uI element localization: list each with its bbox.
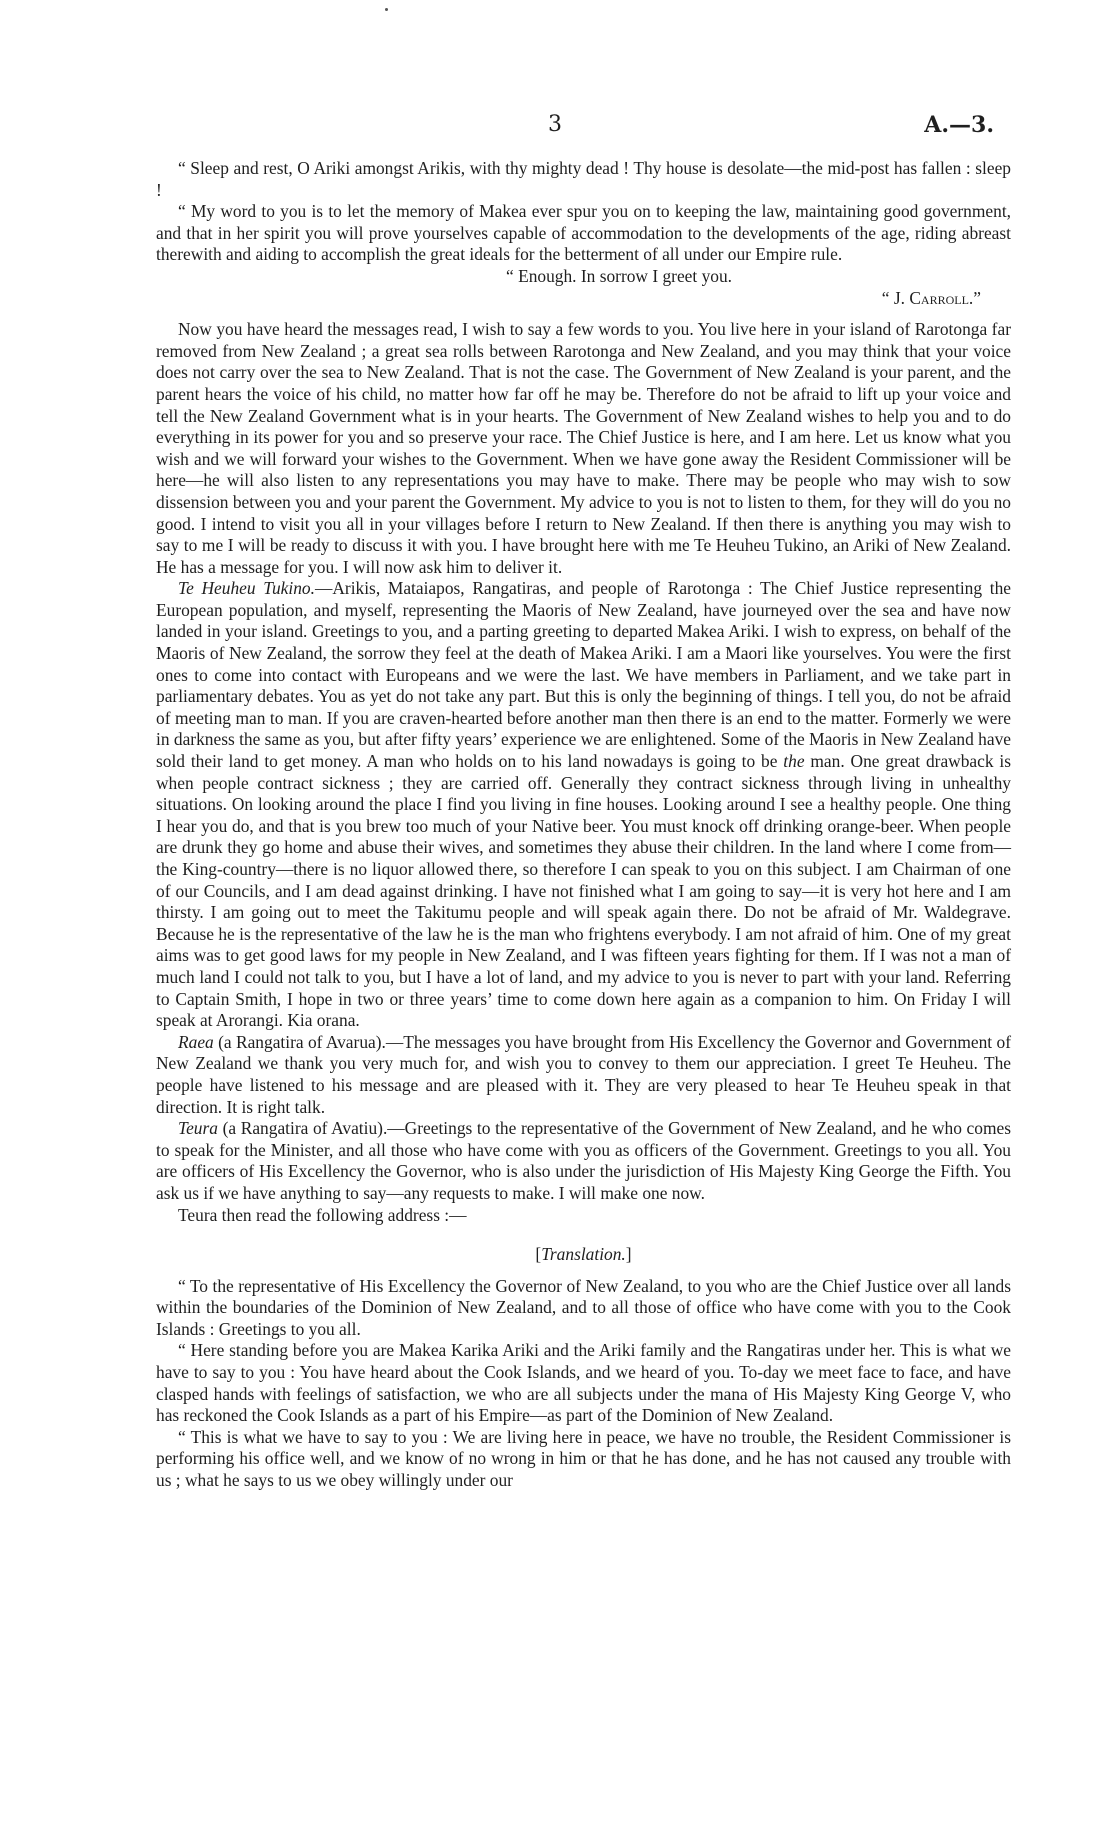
paragraph-salutation: “ To the representative of His Excellency the Governor of New Zealand, to you who are the Chief Justice over all lands within the boundaries of the Dominion of New Zealand, and to all those of office who have come with you to the Cook Islands : Greetings to you all. — [156, 1275, 1011, 1339]
speech-text: —Arikis, Mataiapos, Rangatiras, and people of Rarotonga : The Chief Justice representing the European population, and myself, representing the Maoris of New Zealand, have journeyed over the sea and have now landed in your island. Greetings to you, and a parting greeting to departed Makea Ariki. I wish to express, on behalf of the Maoris of New Zealand, the sorrow they feel at the death of Makea Ariki. I am a Maori like yourselves. You were the first ones to come into contact with Europeans and we were the last. We have members in Parliament, and we take part in parliamentary debates. You as yet do not take any part. But this is only the beginning of things. I tell you, do not be afraid of meeting man to man. If you are craven-hearted before another man then there is an end to the matter. Formerly we were in darkness the same as you, but after fifty years’ experience we are enlightened. Some of the Maoris in New Zealand have sold their land to get money. A man who holds on to his land nowadays is going to be — [156, 578, 1011, 772]
page-number: 3 — [548, 112, 562, 137]
speaker-name: Teura — [178, 1118, 218, 1139]
emphasis: the — [783, 751, 805, 772]
signature: “ J. Carroll.” — [881, 287, 981, 308]
document-reference: A.—3. — [924, 112, 994, 138]
paragraph-teura — [156, 1118, 1011, 1204]
speech-text: man. One great drawback is when people contract sickness ; they are carried off. Generally they contract sickness through living in unhealthy situations. On looking around the place I find you living in fine houses. Looking around I see a healthy people. One thing I hear you do, and that is you brew too much of your Native beer. You must knock off drinking orange-beer. When people are drunk they go home and abuse their wives, and sometimes they abuse their children. In the land where I come from—the King-country—there is no liquor allowed there, so therefore I can speak to you on this subject. I am Chairman of one of our Councils, and I am dead against drinking. I have not finished what I am going to say—it is very hot here and I am thirsty. I am going out to meet the Takitumu people and will speak again there. Do not be afraid of Mr. Waldegrave. Because he is the representative of the law he is the man who frightens everybody. I am not afraid of him. One of my great aims was to get good laws for my people in New Zealand, and I was fifteen years fighting for them. If I was not a man of much land I could not talk to you, but I have a lot of land, and my advice to you is never to part with your land. Referring to Captain Smith, I hope in two or three years’ time to come down here again as a companion to him. On Friday I will speak at Arorangi. Kia orana. — [156, 751, 1012, 1031]
paragraph-read-address: Teura then read the following address :— — [178, 1204, 467, 1225]
document-body — [156, 158, 1011, 1492]
speech-text: (a Rangatira of Avatiu).—Greetings to the representative of the Government of New Zealand, and he who comes to speak for the Minister, and all those who have come with you as officers of the Government. Greetings to you all. You are officers of His Excellency the Governor, who is also under the jurisdiction of His Majesty King George the Fifth. You ask us if we have anything to say—any requests to make. I will make one now. — [156, 1118, 1011, 1203]
paragraph-standing: “ Here standing before you are Makea Karika Ariki and the Ariki family and the Rangatiras under her. This is what we have to say to you : You have heard about the Cook Islands, and we heard of you. To-day we meet face to face, and have clasped hands with feelings of satisfaction, we who are all subjects under the mana of His Majesty King George V, who has reckoned the Cook Islands as a part of his Empire—as part of the Dominion of New Zealand. — [156, 1340, 1011, 1426]
paragraph-peace: “ This is what we have to say to you : We are living here in peace, we have no trouble, the Resident Commissioner is performing his office well, and we know of no wrong in him or that he has done, and he has not caused any trouble with us ; what he says to us we obey willingly under our — [156, 1426, 1011, 1491]
page-header — [0, 112, 1114, 142]
paragraph-te-heuheu — [156, 578, 1011, 1031]
speaker-name: Te Heuheu Tukino. — [178, 578, 315, 599]
speech-text: (a Rangatira of Avarua).—The messages you have brought from His Excellency the Governor and Government of New Zealand we thank you very much for, and wish you to convey to them our appreciation. I greet Te Heuheu. The people have listened to his message and are pleased with it. They are very pleased to hear Te Heuheu speak in that direction. It is right talk. — [156, 1031, 1011, 1117]
paragraph-address: Now you have heard the messages read, I wish to say a few words to you. You live here in your island of Rarotonga far removed from New Zealand ; a great sea rolls between Rarotonga and New Zealand, and you may think that your voice does not carry over the sea to New Zealand. That is not the case. The Government of New Zealand is your parent, and the parent hears the voice of his child, no matter how far off he may be. Therefore do not be afraid to lift up your voice and tell the New Zealand Government what is in your hearts. The Government of New Zealand wishes to help you and to do everything in its power for you and so preserve your race. The Chief Justice is here, and I am here. Let us know what you wish and we will forward your wishes to the Government. When we have gone away the Resident Commissioner will be here—he will also listen to any representations you may have to make. There may be people who may wish to sow dissension between you and your parent the Government. My advice to you is not to listen to them, for they will do you no good. I intend to visit you all in your villages before I return to New Zealand. If then there is anything you may wish to say to me I will be ready to discuss it with you. I have brought here with me Te Heuheu Tukino, an Ariki of New Zealand. He has a message for you. I will now ask him to deliver it. — [156, 319, 1011, 577]
paragraph-lament: “ Sleep and rest, O Ariki amongst Arikis, with thy mighty dead ! Thy house is desolate—the mid-post has fallen : sleep ! — [156, 158, 1011, 200]
speaker-name: Raea — [178, 1031, 214, 1052]
paragraph-raea — [156, 1032, 1011, 1118]
translation-heading: [Translation.] — [535, 1244, 632, 1265]
print-mark — [385, 8, 388, 11]
closing-greeting: “ Enough. In sorrow I greet you. — [506, 265, 733, 286]
translation-label: Translation. — [541, 1244, 626, 1265]
paragraph-advice: “ My word to you is to let the memory of Makea ever spur you on to keeping the law, maintaining good government, and that in her spirit you will prove yourselves capable of accommodation to the developments of the age, riding abreast therewith and aiding to accomplish the great ideals for the betterment of all under our Empire rule. — [156, 201, 1011, 265]
